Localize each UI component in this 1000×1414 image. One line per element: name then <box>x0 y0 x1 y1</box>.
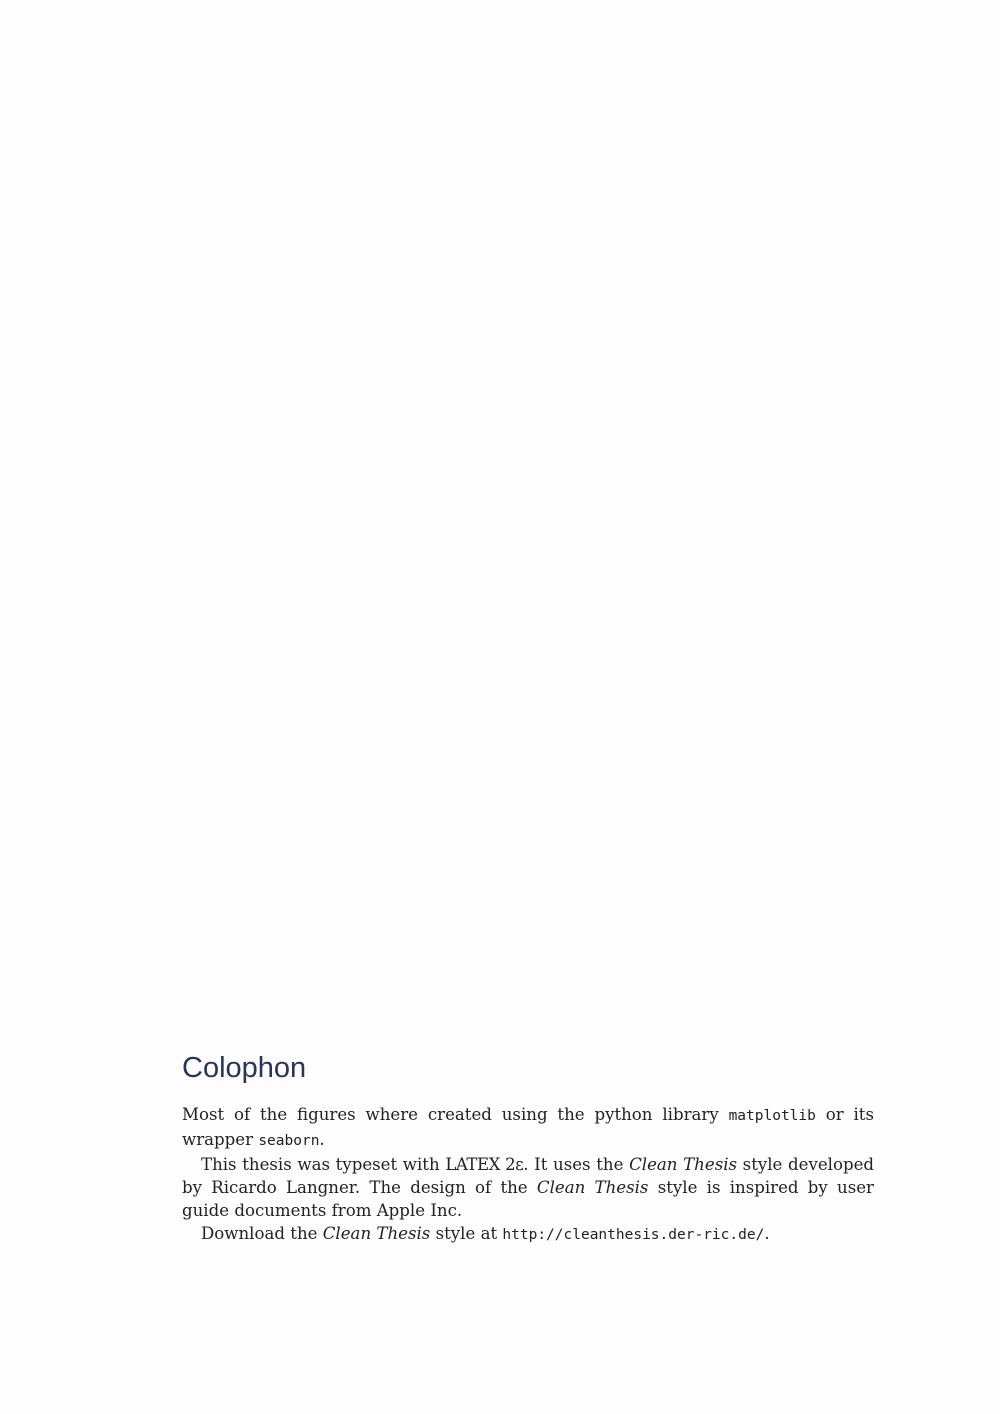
latex-logo: LATEX 2ε <box>445 1155 524 1174</box>
style-name-clean-thesis-2: Clean Thesis <box>536 1178 649 1197</box>
p2-text-mid1: . It uses the <box>523 1155 630 1174</box>
p1-text-middle: or its wrapper <box>182 1105 874 1149</box>
p2-text-after: style is inspired by user guide documents from Apple Inc. <box>182 1178 874 1220</box>
paragraph-download <box>182 1222 874 1247</box>
colophon-body <box>182 1103 874 1247</box>
library-matplotlib: matplotlib <box>728 1108 816 1124</box>
p1-text-before: Most of the figures where created using the python library <box>182 1105 729 1124</box>
style-name-clean-thesis: Clean Thesis <box>629 1155 738 1174</box>
p3-text-after: . <box>764 1224 770 1243</box>
colophon-heading: Colophon <box>182 1052 307 1084</box>
library-seaborn: seaborn <box>258 1133 320 1149</box>
p2-text-before: This thesis was typeset with <box>201 1155 446 1174</box>
p3-text-mid: style at <box>430 1224 503 1243</box>
p2-text-mid2: style developed by Ricardo Langner. The design of the <box>182 1155 875 1197</box>
style-name-clean-thesis-3: Clean Thesis <box>322 1224 431 1243</box>
p3-text-before: Download the <box>201 1224 323 1243</box>
colophon-section <box>182 1048 874 1247</box>
paragraph-figures <box>182 1103 874 1153</box>
p1-text-after: . <box>319 1130 325 1149</box>
clean-thesis-url-link[interactable]: http://cleanthesis.der-ric.de/ <box>502 1227 765 1243</box>
paragraph-typeset <box>182 1153 874 1222</box>
